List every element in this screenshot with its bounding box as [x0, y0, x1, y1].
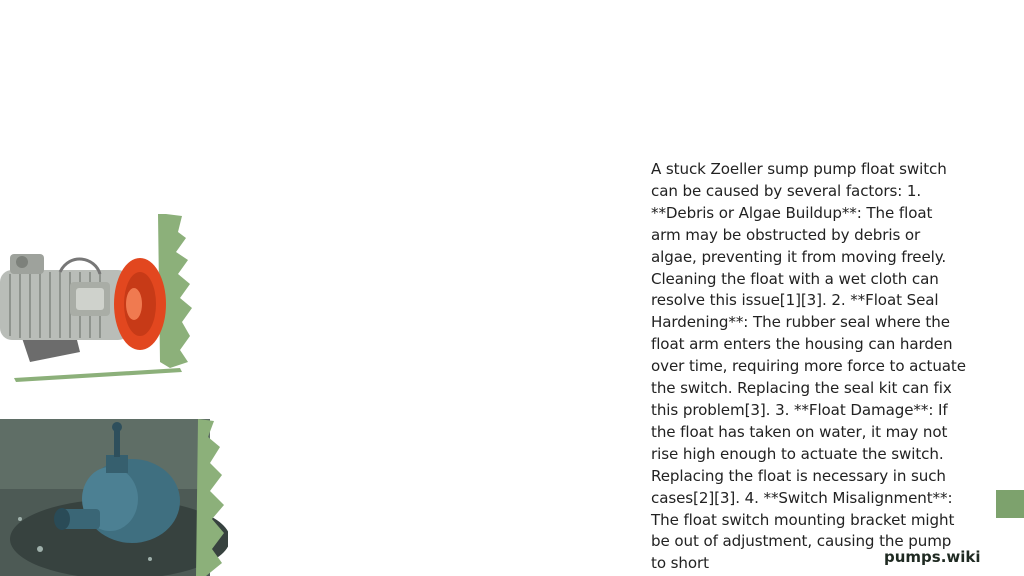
- accent-square: [996, 490, 1024, 518]
- sump-pump-image: [0, 419, 228, 576]
- motor-image: [0, 212, 196, 384]
- site-watermark: pumps.wiki: [884, 548, 981, 566]
- article-body: A stuck Zoeller sump pump float switch can be caused by several factors: 1. **Debris or Algae Buildup**: The float arm may be obstructed by debris or algae, preventing it from moving freely. Cleaning the float with a wet cloth can resolve this issue[1][3]. 2. **Float Seal Hardening**: The rubber seal where the float arm enters the housing can harden over time, requiring more force to actuate the switch. Replacing the seal kit can fix this problem[3]. 3. **Float Damage**: If the float has taken on water, it may not rise high enough to actuate the switch. Replacing the float is necessary in such cases[2][3]. 4. **Switch Misalignment**: The float switch mounting bracket might be out of adjustment, causing the pump to short: [651, 160, 966, 573]
- article-text: [651, 159, 966, 575]
